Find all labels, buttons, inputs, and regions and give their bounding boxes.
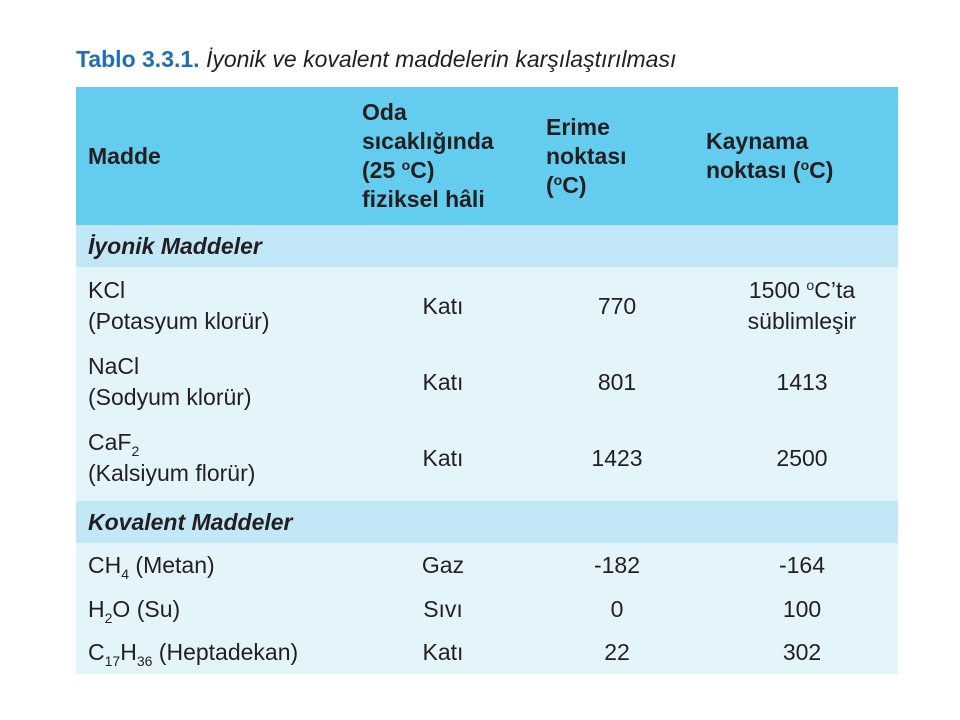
substance-cell [88, 345, 358, 419]
substance-cell [88, 267, 358, 345]
substance-cell [88, 630, 358, 674]
substance-name: (Metan) [129, 552, 215, 578]
boiling-cell: 100 [782, 595, 822, 622]
substance-cell [88, 419, 358, 497]
state-cell: Katı [422, 368, 464, 395]
degree-sup: o [800, 157, 810, 173]
table-title: İyonik ve kovalent maddelerin karşılaştırılması [205, 46, 677, 72]
formula-part: O [112, 595, 131, 622]
header-substance: Madde [88, 142, 161, 169]
state-cell: Katı [422, 638, 464, 665]
table-row [76, 345, 898, 419]
header-state-line1: Oda [362, 99, 407, 125]
formula-part: CH [88, 552, 122, 578]
melting-cell: 1423 [591, 444, 643, 471]
table-row [76, 630, 898, 674]
boiling-cell [706, 267, 898, 345]
substance-name: (Potasyum klorür) [88, 308, 270, 334]
boiling-line2: süblimleşir [747, 308, 857, 334]
melting-cell: 770 [597, 292, 637, 319]
boiling-cell: 2500 [776, 444, 828, 471]
header-melting-line1: Erime [546, 113, 610, 140]
table-row [76, 419, 898, 497]
substance-name: (Heptadekan) [152, 638, 299, 665]
state-cell: Katı [422, 444, 464, 471]
header-state-temp: (25 [362, 157, 402, 183]
section-covalent-label: Kovalent Maddeler [88, 508, 293, 535]
substance-cell [88, 543, 358, 588]
section-ionic-label: İyonik Maddeler [88, 232, 262, 259]
formula-part: H [88, 595, 105, 622]
formula-part: CaF [88, 429, 132, 455]
boiling-cell: -164 [778, 552, 826, 578]
formula-subscript: 4 [121, 566, 130, 582]
state-cell: Sıvı [423, 595, 463, 622]
header-melting-point [546, 87, 696, 225]
substance-name: (Sodyum klorür) [88, 384, 252, 410]
table-header-row [76, 87, 898, 225]
formula-subscript: 17 [104, 652, 121, 669]
melting-cell: -182 [593, 552, 641, 578]
formula-subscript: 2 [104, 609, 113, 626]
substance-formula: KCl [88, 277, 126, 303]
formula-subscript: 2 [131, 443, 140, 459]
boiling-cell: 302 [782, 638, 822, 665]
header-melting-unit: C) [562, 171, 587, 198]
substance-label [88, 637, 298, 668]
melting-cell: 801 [597, 368, 637, 395]
paren-open: ( [546, 171, 554, 198]
state-cell: Katı [422, 292, 464, 319]
boiling-value: 1500 [748, 277, 807, 303]
table-number: Tablo 3.3.1. [76, 46, 200, 72]
formula-part: C [88, 638, 105, 665]
ionic-body [76, 267, 898, 501]
covalent-body [76, 543, 898, 674]
section-ionic [76, 225, 898, 267]
substance-label [88, 594, 180, 625]
header-boiling-line2 [706, 156, 833, 185]
header-boiling-text: noktası ( [706, 157, 801, 183]
table-row [76, 588, 898, 630]
melting-cell: 22 [604, 638, 630, 665]
boiling-unit: C’ta [814, 277, 856, 303]
header-state-line3 [362, 156, 494, 185]
substance-cell [88, 588, 358, 630]
melting-cell: 0 [610, 595, 624, 622]
boiling-cell: 1413 [776, 368, 828, 395]
substance-formula: NaCl [88, 353, 140, 379]
header-physical-state [362, 87, 542, 225]
degree-sup: o [806, 277, 815, 293]
header-melting-line2: noktası [546, 142, 627, 169]
substance-formula [88, 427, 139, 458]
formula-subscript: 36 [136, 652, 153, 669]
header-boiling-point [706, 87, 896, 225]
header-boiling-unit: C) [809, 157, 834, 183]
substance-name: (Kalsiyum florür) [88, 460, 256, 486]
table-caption [76, 46, 676, 73]
header-state-unit: C) [410, 157, 435, 183]
boiling-line1 [748, 275, 857, 306]
header-state-line2: sıcaklığında [362, 128, 494, 154]
table-row [76, 543, 898, 588]
header-boiling-line1: Kaynama [706, 128, 809, 154]
header-melting-line3 [546, 171, 627, 200]
header-state-line4: fiziksel hâli [362, 186, 485, 212]
section-covalent [76, 501, 898, 543]
degree-sup: o [553, 171, 563, 188]
substance-label [88, 550, 215, 581]
table-row [76, 267, 898, 345]
state-cell: Gaz [421, 552, 465, 578]
formula-part: H [120, 638, 137, 665]
comparison-table [76, 87, 898, 674]
substance-name: (Su) [130, 595, 181, 622]
degree-sup: o [401, 157, 411, 173]
